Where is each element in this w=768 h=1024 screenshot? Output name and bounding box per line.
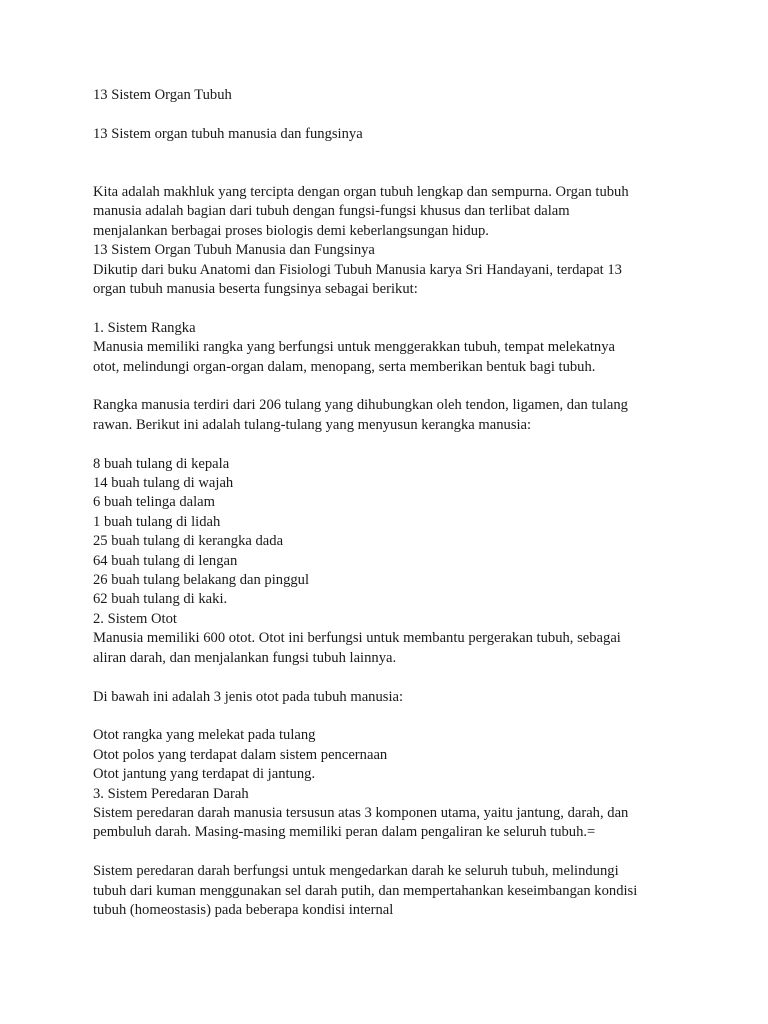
text-line: manusia adalah bagian dari tubuh dengan fungsi-fungsi khusus dan terlibat dalam bbox=[93, 203, 570, 220]
rangka-paragraph bbox=[93, 396, 693, 435]
text-line: 13 Sistem Organ Tubuh Manusia dan Fungsinya bbox=[93, 242, 375, 259]
text-line: rawan. Berikut ini adalah tulang-tulang yang menyusun kerangka manusia: bbox=[93, 416, 532, 433]
text-line: organ tubuh manusia beserta fungsinya sebagai berikut: bbox=[93, 281, 418, 298]
bone-list bbox=[93, 455, 693, 610]
text-line: Manusia memiliki 600 otot. Otot ini berfungsi untuk membantu pergerakan tubuh, sebagai bbox=[93, 630, 621, 647]
list-item: 6 buah telinga dalam bbox=[93, 494, 215, 511]
section-heading-otot: 2. Sistem Otot bbox=[93, 610, 177, 627]
spacer bbox=[93, 707, 693, 726]
document-title: 13 Sistem Organ Tubuh bbox=[93, 87, 232, 103]
text-line: pembuluh darah. Masing-masing memiliki peran dalam pengaliran ke seluruh tubuh.= bbox=[93, 824, 596, 841]
list-item: 64 buah tulang di lengan bbox=[93, 552, 238, 569]
spacer bbox=[93, 377, 693, 396]
text-line: Kita adalah makhluk yang tercipta dengan organ tubuh lengkap dan sempurna. Organ tubuh bbox=[93, 184, 629, 200]
section-heading-rangka: 1. Sistem Rangka bbox=[93, 319, 196, 336]
document-page bbox=[93, 86, 693, 920]
list-item: 8 buah tulang di kepala bbox=[93, 455, 230, 472]
intro-paragraph bbox=[93, 183, 693, 299]
text-line: aliran darah, dan menjalankan fungsi tubuh lainnya. bbox=[93, 649, 397, 666]
spacer bbox=[93, 299, 693, 318]
section-heading-peredaran-darah: 3. Sistem Peredaran Darah bbox=[93, 785, 249, 802]
text-line: tubuh (homeostasis) pada beberapa kondisi internal bbox=[93, 901, 394, 918]
otot-intro: Di bawah ini adalah 3 jenis otot pada tubuh manusia: bbox=[93, 688, 404, 705]
list-item: Otot jantung yang terdapat di jantung. bbox=[93, 766, 316, 783]
text-line: Manusia memiliki rangka yang berfungsi untuk menggerakkan tubuh, tempat melekatnya bbox=[93, 339, 615, 356]
muscle-list bbox=[93, 726, 693, 784]
text-line: Sistem peredaran darah manusia tersusun atas 3 komponen utama, yaitu jantung, darah, dan bbox=[93, 804, 629, 821]
spacer bbox=[93, 843, 693, 862]
spacer bbox=[93, 668, 693, 687]
text-line: menjalankan berbagai proses biologis demi keberlangsungan hidup. bbox=[93, 222, 489, 239]
spacer bbox=[93, 144, 693, 183]
list-item: Otot rangka yang melekat pada tulang bbox=[93, 727, 316, 744]
peredaran-darah-description bbox=[93, 804, 693, 843]
list-item: Otot polos yang terdapat dalam sistem pencernaan bbox=[93, 746, 388, 763]
list-item: 62 buah tulang di kaki. bbox=[93, 591, 228, 608]
document-subtitle: 13 Sistem organ tubuh manusia dan fungsinya bbox=[93, 125, 363, 142]
list-item: 1 buah tulang di lidah bbox=[93, 513, 221, 530]
peredaran-darah-paragraph bbox=[93, 862, 693, 920]
text-line: Dikutip dari buku Anatomi dan Fisiologi Tubuh Manusia karya Sri Handayani, terdapat 13 bbox=[93, 261, 622, 278]
text-line: Sistem peredaran darah berfungsi untuk mengedarkan darah ke seluruh tubuh, melindungi bbox=[93, 863, 619, 880]
otot-description bbox=[93, 629, 693, 668]
text-line: tubuh dari kuman menggunakan sel darah putih, dan mempertahankan keseimbangan kondisi bbox=[93, 882, 638, 899]
text-line: otot, melindungi organ-organ dalam, menopang, serta memberikan bentuk bagi tubuh. bbox=[93, 358, 596, 375]
list-item: 14 buah tulang di wajah bbox=[93, 475, 234, 492]
text-line: Rangka manusia terdiri dari 206 tulang yang dihubungkan oleh tendon, ligamen, dan tulang bbox=[93, 397, 628, 414]
list-item: 25 buah tulang di kerangka dada bbox=[93, 533, 284, 550]
spacer bbox=[93, 435, 693, 454]
rangka-description bbox=[93, 338, 693, 377]
spacer bbox=[93, 105, 693, 124]
list-item: 26 buah tulang belakang dan pinggul bbox=[93, 572, 310, 589]
